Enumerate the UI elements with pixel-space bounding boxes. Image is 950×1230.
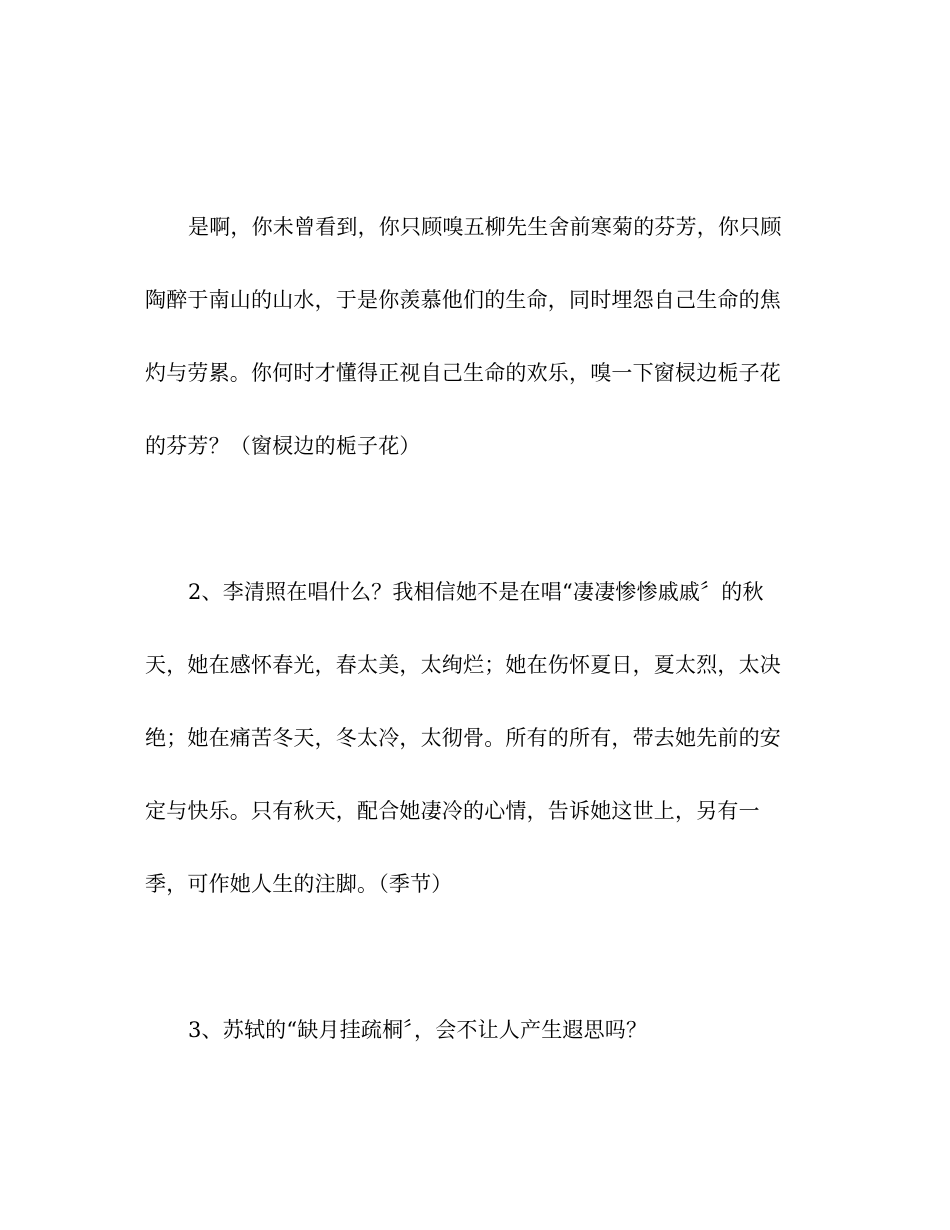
paragraph-2-line-3: 绝；她在痛苦冬天，冬太冷，太彻骨。所有的所有，带去她先前的安 [145,726,781,750]
paragraph-2-line-4: 定与快乐。只有秋天，配合她凄冷的心情，告诉她这世上，另有一 [145,799,760,823]
paragraph-3-line-1: 3、苏轼的“缺月挂疏桐〞，会不让人产生遐思吗？ [188,1018,648,1042]
paragraph-2-line-1: 2、李清照在唱什么？我相信她不是在唱“凄凄惨惨戚戚〞的秋 [188,580,764,604]
paragraph-1-line-3: 灼与劳累。你何时才懂得正视自己生命的欢乐，嗅一下窗棂边栀子花 [145,361,781,385]
paragraph-2-line-5: 季，可作她人生的注脚。（季节） [145,872,453,896]
paragraph-2-line-2: 天，她在感怀春光，春太美，太绚烂；她在伤怀夏日，夏太烈，太决 [145,653,781,677]
paragraph-1-line-1: 是啊，你未曾看到，你只顾嗅五柳先生舍前寒菊的芬芳，你只顾 [188,215,782,239]
paragraph-1-line-2: 陶醉于南山的山水，于是你羡慕他们的生命，同时埋怨自己生命的焦 [145,288,781,312]
paragraph-1-line-4: 的芬芳？（窗棂边的栀子花） [145,434,421,458]
